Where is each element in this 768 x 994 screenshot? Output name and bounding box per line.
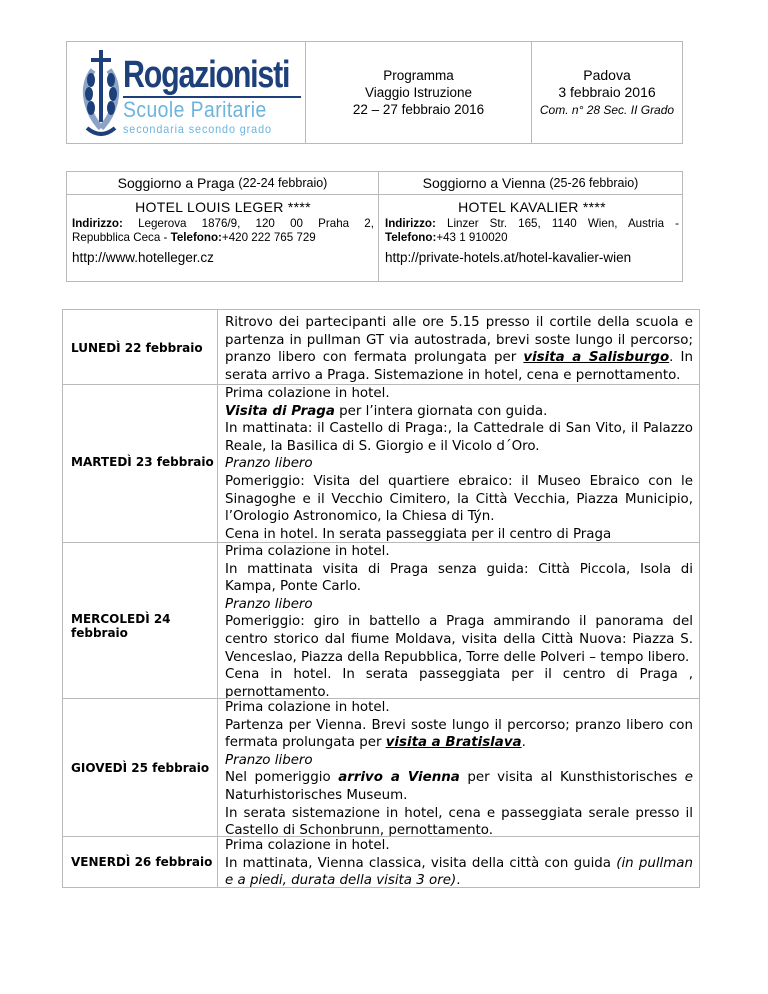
vienna-hotel-link[interactable]: http://private-hotels.at/hotel-kavalier-wien <box>385 250 632 265</box>
thursday-afternoon-1: Nel pomeriggio <box>225 770 339 786</box>
vienna-stay-heading <box>379 172 682 194</box>
thursday-evening: In serata sistemazione in hotel, cena e passeggiata serale presso il Castello di Schonbrunn, pernottamento. <box>225 805 693 839</box>
praga-hotel-info <box>72 199 374 266</box>
friday-morning-text: In mattinata, Vienna classica, visita della città con guida <box>225 855 617 871</box>
tuesday-afternoon: Pomeriggio: Visita del quartiere ebraico: il Museo Ebraico con le Sinagoghe e il Vecchio Cimitero, la Città Vecchia, Piazza Municipio, l’Orologio Astronomico, la Chiesa di Týn. <box>225 473 693 525</box>
praga-address-line2: Repubblica Ceca <box>72 231 161 244</box>
vienna-phone: +43 1 910020 <box>436 231 508 244</box>
thursday-lunch: Pranzo libero <box>225 752 313 768</box>
day-label-thursday: GIOVEDÌ 25 febbraio <box>71 761 210 775</box>
tuesday-breakfast: Prima colazione in hotel. <box>225 386 390 401</box>
praga-address-line1: Legerova 1876/9, 120 00 Praha 2, <box>138 217 374 230</box>
friday-morning-note: (in pullman e a piedi, durata della visita 3 ore) <box>225 855 694 889</box>
friday-morning-end: . <box>456 873 461 889</box>
vienna-address-line1: Linzer Str. 165, 1140 Wien, Austria - <box>447 217 679 230</box>
wednesday-evening: Cena in hotel. In serata passeggiata per il centro di Praga , pernottamento. <box>225 667 693 700</box>
wednesday-afternoon: Pomeriggio: giro in battello a Praga ammirando il panorama del centro storico dal fiume Moldava, visita della Città Nuova: Piazza S. Venceslao, Piazza della Repubblica, Torre delle Polveri – tempo libero. <box>225 614 693 665</box>
logo-wordmark: Rogazionisti <box>123 54 290 96</box>
thursday-afternoon-e: e <box>684 770 694 786</box>
vienna-hotel-address <box>385 217 679 231</box>
logo-tagline: secondaria secondo grado <box>123 122 272 136</box>
day-label-monday: LUNEDÌ 22 febbraio <box>71 341 203 355</box>
vienna-stay-dates: (25-26 febbraio) <box>549 176 639 190</box>
thursday-afternoon <box>225 769 693 804</box>
day-text-wednesday <box>225 543 693 701</box>
day-label-tuesday: MARTEDÌ 23 febbraio <box>71 455 214 469</box>
vienna-phone-label: Telefono: <box>385 231 437 244</box>
date-cell <box>532 42 682 143</box>
thursday-arrive-vienna: arrivo a Vienna <box>338 770 460 786</box>
vienna-hotel-contact <box>385 231 679 245</box>
day-text-friday <box>225 837 693 890</box>
thursday-afternoon-2: per visita al Kunsthistorisches <box>459 770 685 786</box>
friday-morning <box>225 855 693 890</box>
day-row-tuesday <box>63 384 699 542</box>
monday-paragraph <box>225 314 693 384</box>
day-row-wednesday <box>63 542 699 698</box>
tuesday-visit-text: per l’intera giornata con guida. <box>334 403 548 419</box>
thursday-departure <box>225 717 693 752</box>
praga-phone: +420 222 765 729 <box>221 231 316 244</box>
program-subtitle: Viaggio Istruzione <box>364 85 473 100</box>
program-cell <box>306 42 532 143</box>
thursday-departure-text: Partenza per Vienna. Brevi soste lungo il percorso; pranzo libero con fermata prolungata per <box>225 717 693 751</box>
tuesday-morning: In mattinata: il Castello di Praga:, la Cattedrale di San Vito, il Palazzo Reale, la Basilica di S. Giorgio e il Vicolo d´Oro. <box>225 421 693 454</box>
praga-hotel-contact: Repubblica Ceca - Telefono:+420 222 765 729 <box>72 231 316 244</box>
day-text-thursday <box>225 699 693 840</box>
thursday-afternoon-3: Naturhistorisches Museum. <box>225 787 408 803</box>
program-title: Programma <box>383 68 454 83</box>
header-city: Padova <box>583 67 631 83</box>
praga-hotel-name: HOTEL LOUIS LEGER **** <box>135 199 311 215</box>
vienna-address-label: Indirizzo: <box>385 217 436 230</box>
school-logo <box>67 42 306 144</box>
friday-breakfast: Prima colazione in hotel. <box>225 838 390 853</box>
tuesday-evening: Cena in hotel. In serata passeggiata per il centro di Praga <box>225 526 612 542</box>
hotels-table <box>66 171 683 282</box>
praga-hotel-link[interactable]: http://www.hotelleger.cz <box>72 250 214 265</box>
day-text-monday <box>225 314 693 384</box>
praga-phone-label: Telefono: <box>170 231 222 244</box>
thursday-breakfast: Prima colazione in hotel. <box>225 700 390 715</box>
praga-stay-dates: (22-24 febbraio) <box>238 176 328 190</box>
logo-emblem-icon <box>71 44 131 144</box>
tuesday-visit <box>225 403 693 421</box>
vienna-stay-title: Soggiorno a Vienna <box>422 175 546 191</box>
tuesday-lunch: Pranzo libero <box>225 456 313 472</box>
praga-stay-title: Soggiorno a Praga <box>117 175 235 191</box>
header-table <box>66 41 683 144</box>
communication-number: Com. n° 28 Sec. II Grado <box>539 103 675 117</box>
praga-address-label: Indirizzo: <box>72 217 123 230</box>
thursday-bratislava: visita a Bratislava <box>385 735 522 751</box>
vienna-hotel-name: HOTEL KAVALIER **** <box>458 199 606 215</box>
vienna-hotel-info <box>385 199 679 266</box>
day-row-thursday <box>63 698 699 839</box>
program-dates: 22 – 27 febbraio 2016 <box>352 102 485 117</box>
logo-subtitle: Scuole Paritarie <box>123 97 267 122</box>
wednesday-lunch: Pranzo libero <box>225 596 313 612</box>
itinerary-table <box>62 309 700 888</box>
tuesday-visit-em: Visita di Praga <box>225 403 335 419</box>
header-date: 3 febbraio 2016 <box>558 84 656 100</box>
wednesday-morning: In mattinata visita di Praga senza guida: Città Piccola, Isola di Kampa, Ponte Carlo. <box>225 561 693 595</box>
day-label-wednesday: MERCOLEDÌ 24 febbraio <box>71 612 171 640</box>
day-row-friday <box>63 836 699 889</box>
day-label-friday: VENERDÌ 26 febbraio <box>71 855 213 869</box>
thursday-departure-end: . <box>521 735 526 751</box>
day-text-tuesday <box>225 385 693 543</box>
day-row-monday <box>63 310 699 384</box>
wednesday-breakfast: Prima colazione in hotel. <box>225 544 390 559</box>
hotels-row-divider <box>67 194 682 195</box>
logo-cell <box>67 42 306 143</box>
praga-hotel-address <box>72 217 374 231</box>
praga-stay-heading <box>67 172 378 194</box>
monday-text-1: Ritrovo dei partecipanti alle ore 5.15 presso il cortile della scuola e partenza in pullman GT via autostrada, brevi soste lungo il percorso; pranzo libero con fermata prolungata per <box>225 315 693 366</box>
monday-salisburgo: visita a Salisburgo <box>523 350 670 366</box>
monday-text-2: . In serata arrivo a Praga. Sistemazione in hotel, cena e pernottamento. <box>225 350 693 383</box>
